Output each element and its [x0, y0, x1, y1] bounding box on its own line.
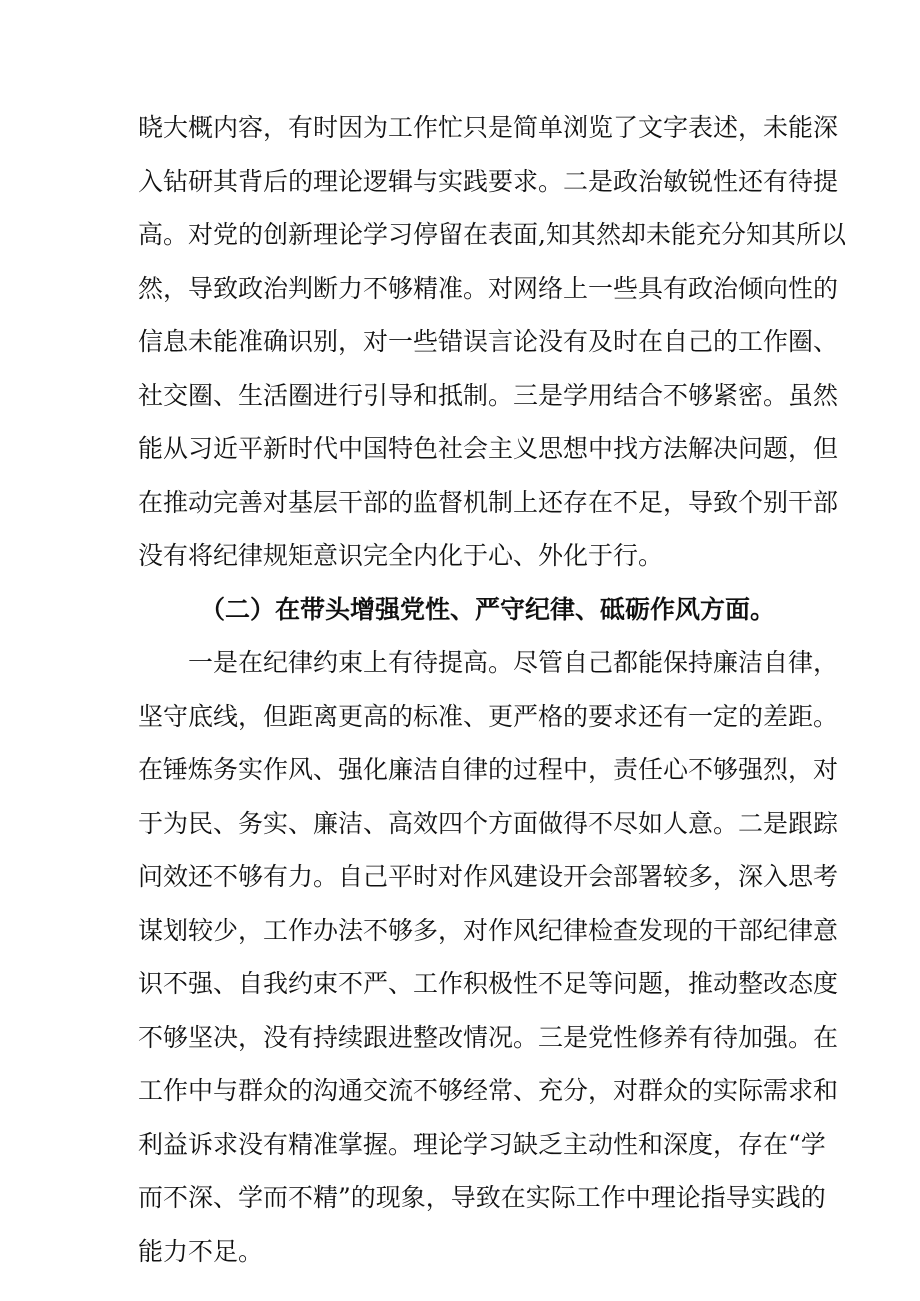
paragraph-2-line-5: 问效还不够有力。自己平时对作风建设开会部署较多，深入思考	[138, 862, 839, 891]
paragraph-1-line-7: 能从习近平新时代中国特色社会主义思想中找方法解决问题，但	[138, 434, 839, 463]
paragraph-1-line-5: 信息未能准确识别，对一些错误言论没有及时在自己的工作圈、	[138, 327, 839, 356]
paragraph-1-line-3: 高。对党的创新理论学习停留在表面,知其然却未能充分知其所以	[138, 220, 846, 249]
paragraph-2-line-12: 能力不足。	[138, 1236, 264, 1266]
paragraph-2-line-1: 一是在纪律约束上有待提高。尽管自己都能保持廉洁自律，	[188, 648, 839, 677]
paragraph-2-line-6: 谋划较少，工作办法不够多，对作风纪律检查发现的干部纪律意	[138, 915, 839, 945]
section-heading: （二）在带头增强党性、严守纪律、砥砺作风方面。	[200, 594, 776, 624]
paragraph-2-line-11: 而不深、学而不精”的现象，导致在实际工作中理论指导实践的	[138, 1183, 826, 1212]
paragraph-1-line-1: 晓大概内容，有时因为工作忙只是简单浏览了文字表述，未能深	[138, 113, 839, 142]
paragraph-1-line-6: 社交圈、生活圈进行引导和抵制。三是学用结合不够紧密。虽然	[138, 380, 839, 410]
paragraph-2-line-9: 工作中与群众的沟通交流不够经常、充分，对群众的实际需求和	[138, 1076, 839, 1105]
paragraph-2-line-2: 坚守底线，但距离更高的标准、更严格的要求还有一定的差距。	[138, 701, 839, 731]
paragraph-1-line-4: 然，导致政治判断力不够精准。对网络上一些具有政治倾向性的	[138, 273, 839, 303]
paragraph-1-line-9: 没有将纪律规矩意识完全内化于心、外化于行。	[138, 541, 664, 570]
paragraph-1-line-8: 在推动完善对基层干部的监督机制上还存在不足，导致个别干部	[138, 487, 839, 517]
paragraph-2-line-10: 利益诉求没有精准掌握。理论学习缺乏主动性和深度，存在“学	[138, 1129, 826, 1159]
paragraph-2-line-8: 不够坚决，没有持续跟进整改情况。三是党性修养有待加强。在	[138, 1022, 839, 1052]
paragraph-2-line-4: 于为民、务实、廉洁、高效四个方面做得不尽如人意。二是跟踪	[138, 808, 839, 838]
paragraph-1-line-2: 入钻研其背后的理论逻辑与实践要求。二是政治敏锐性还有待提	[138, 166, 839, 196]
paragraph-2-line-7: 识不强、自我约束不严、工作积极性不足等问题，推动整改态度	[138, 969, 839, 998]
paragraph-2-line-3: 在锤炼务实作风、强化廉洁自律的过程中，责任心不够强烈，对	[138, 755, 839, 784]
